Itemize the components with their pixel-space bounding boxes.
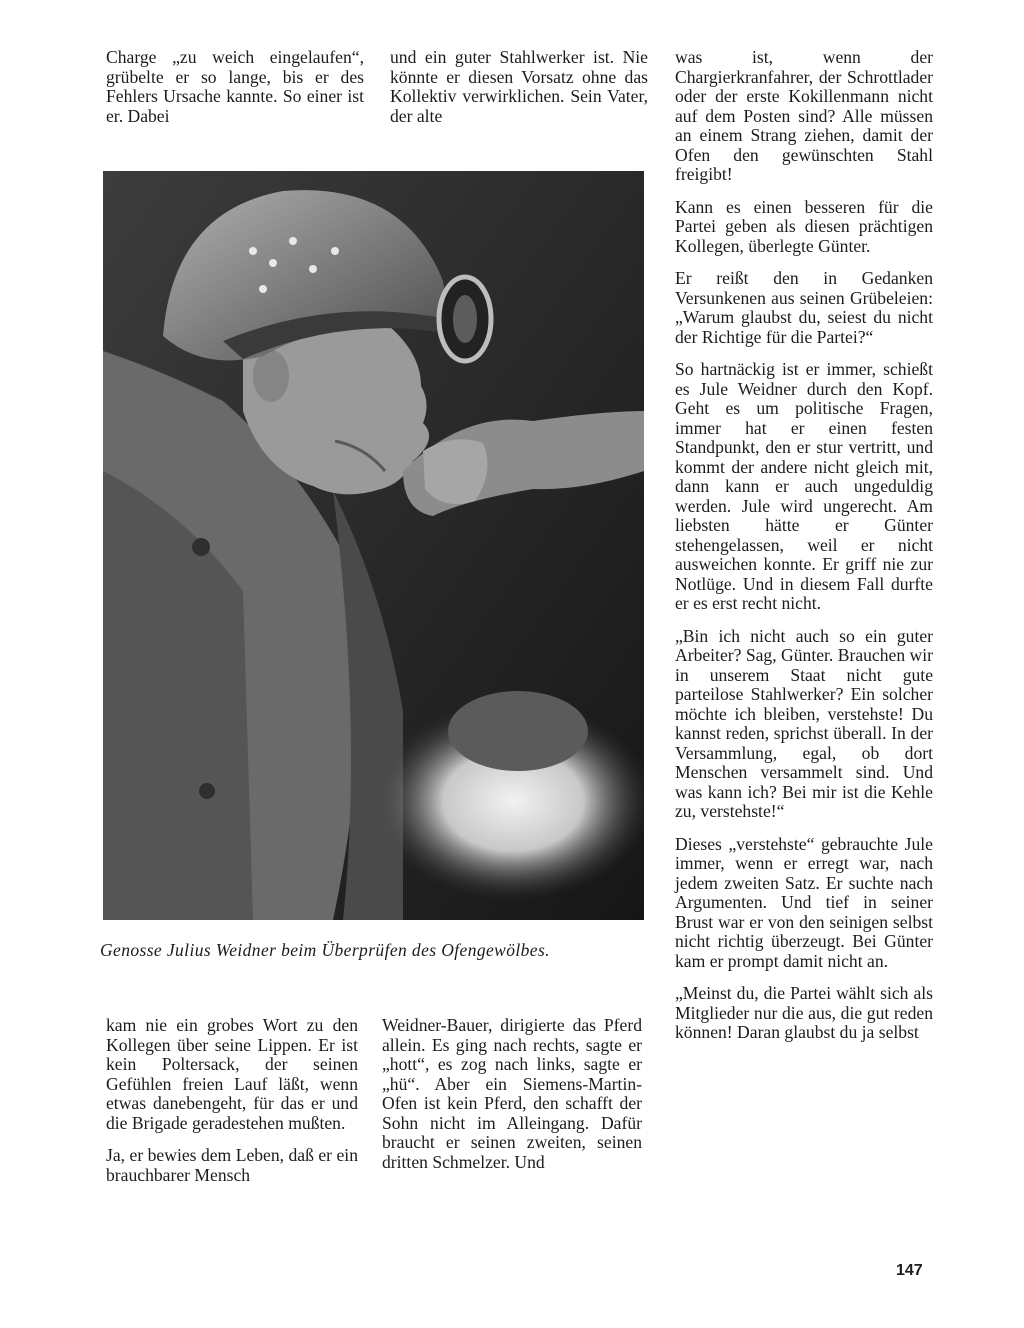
text-column-top-middle (390, 48, 648, 126)
paragraph: „Bin ich nicht auch so ein guter Arbeiter? Sag, Günter. Brauchen wir in unserem Staat nicht gute parteilose Stahlwerker? Ein solcher möchte ich bleiben, verstehste! Du kannst reden, sprichst überall. In der Versammlung, egal, ob dort Menschen versammelt sind. Und was kann ich? Bei mir ist die Kehle zu, verstehste!“ (675, 625, 933, 821)
photo-caption: Genosse Julius Weidner beim Überprüfen des Ofengewölbes. (100, 940, 550, 960)
paragraph: Kann es einen besseren für die Partei geben als diesen prächtigen Kollegen, überlegte Günter. (675, 196, 933, 256)
photograph-worker-with-helmet (103, 171, 644, 920)
paragraph: „Meinst du, die Partei wählt sich als Mitglieder nur die aus, die gut reden können! Daran glaubst du ja selbst (675, 983, 933, 1042)
page-number: 147 (896, 1262, 923, 1279)
paragraph: Charge „zu weich eingelaufen“, grübelte er so lange, bis er des Fehlers Ursache kannte. So einer ist er. Dabei (106, 47, 364, 126)
paragraph: Ja, er bewies dem Leben, daß er ein brauchbarer Mensch (106, 1145, 358, 1185)
text-column-bottom-middle (382, 1016, 642, 1172)
paragraph: was ist, wenn der Chargierkranfahrer, der Schrottlader oder der erste Kokillenmann nicht auf dem Posten sind? Alle müssen an einem Strang ziehen, damit der Ofen den gewünschten Stahl freigibt! (675, 47, 933, 184)
paragraph: Dieses „verstehste“ gebrauchte Jule immer, wenn er erregt war, nach jedem zweiten Satz. Er suchte nach Argumenten. Und tief in seiner Brust war er von den seinigen selbst nicht richtig überzeugt. Bei Günter kam er prompt damit nicht an. (675, 833, 933, 971)
text-column-bottom-left (106, 1016, 358, 1185)
paragraph: Weidner-Bauer, dirigierte das Pferd allein. Es ging nach rechts, sagte er „hott“, es zog nach links, sagte er „hü“. Aber ein Siemens-Martin-Ofen ist kein Pferd, den schafft der Sohn nicht im Alleingang. Dafür braucht er seinen zweiten, seinen dritten Schmelzer. Und (382, 1015, 642, 1172)
photo-illustration (103, 171, 644, 920)
text-column-top-left (106, 48, 364, 126)
paragraph: Er reißt den in Gedanken Versunkenen aus seinen Grübeleien: „Warum glaubst du, seiest du nicht der Richtige für die Partei?“ (675, 268, 933, 347)
paragraph: und ein guter Stahlwerker ist. Nie könnte er diesen Vorsatz ohne das Kollektiv verwirklichen. Sein Vater, der alte (390, 47, 648, 126)
text-column-right (675, 48, 933, 1043)
paragraph: So hartnäckig ist er immer, schießt es Jule Weidner durch den Kopf. Geht es um politische Fragen, immer hat er einen festen Standpunkt, den er stur vertritt, und kommt der andere nicht gleich mit, dann kann er auch ungeduldig werden. Jule wird ungerecht. Am liebsten hätte er Günter stehengelassen, weil er nicht ausweichen konnte. Er griff nie zur Notlüge. Und in diesem Fall durfte er es erst recht nicht. (675, 359, 933, 613)
paragraph: kam nie ein grobes Wort zu den Kollegen über seine Lippen. Er ist kein Poltersack, der seinen Gefühlen freien Lauf läßt, wenn etwas danebengeht, für das er und die Brigade geradestehen mußten. (106, 1015, 358, 1133)
